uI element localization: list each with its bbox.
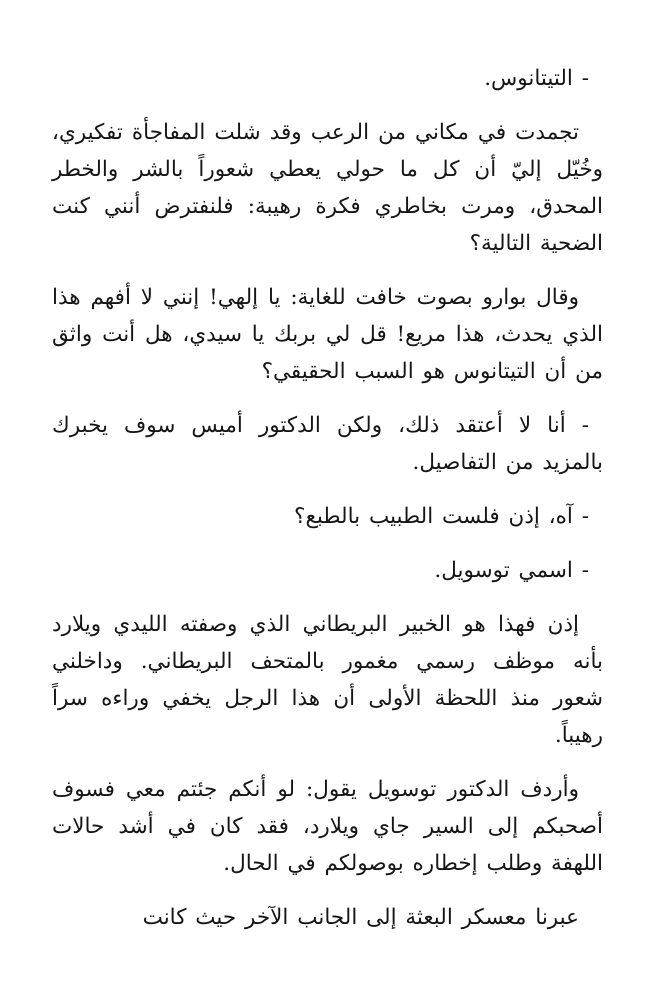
paragraph-british-expert: إذن فهذا هو الخبير البريطاني الذي وصفته الليدي ويلارد بأنه موظف رسمي مغمور بالمتحف البريطاني. وداخلني شعور منذ اللحظة الأولى أن هذا الرجل يخفي وراءه سراً رهيباً. bbox=[52, 612, 603, 748]
dialogue-line-my-name: - اسمي توسويل. bbox=[434, 558, 589, 583]
paragraph-poirot-speaks: وقال بوارو بصوت خافت للغاية: يا إلهي! إنني لا أفهم هذا الذي يحدث، هذا مريع! قل لي بربك يا سيدي، هل أنت واثق من أن التيتانوس هو السبب الحقيقي؟ bbox=[52, 285, 603, 384]
dialogue-line-doctor-ames: - أنا لا أعتقد ذلك، ولكن الدكتور أميس سوف يخبرك بالمزيد من التفاصيل. bbox=[52, 413, 603, 475]
paragraph-crossing-camp: عبرنا معسكر البعثة إلى الجانب الآخر حيث كانت bbox=[142, 905, 579, 930]
book-page bbox=[52, 60, 603, 953]
dialogue-line-tetanus: - التيتانوس. bbox=[484, 66, 589, 91]
paragraph-frozen-in-fear: تجمدت في مكاني من الرعب وقد شلت المفاجأة تفكيري، وخُيّل إليّ أن كل ما حولي يعطي شعوراً بالشر والخطر المحدق، ومرت بخاطري فكرة رهيبة: فلنفترض أنني كنت الضحية التالية؟ bbox=[52, 120, 603, 256]
dialogue-line-not-the-doctor: - آه، إذن فلست الطبيب بالطبع؟ bbox=[294, 504, 589, 529]
paragraph-tosswill-continues: وأردف الدكتور توسويل يقول: لو أنكم جئتم معي فسوف أصحبكم إلى السير جاي ويلارد، فقد كان في أشد حالات اللهفة وطلب إخطاره بوصولكم في الحال. bbox=[52, 777, 603, 876]
